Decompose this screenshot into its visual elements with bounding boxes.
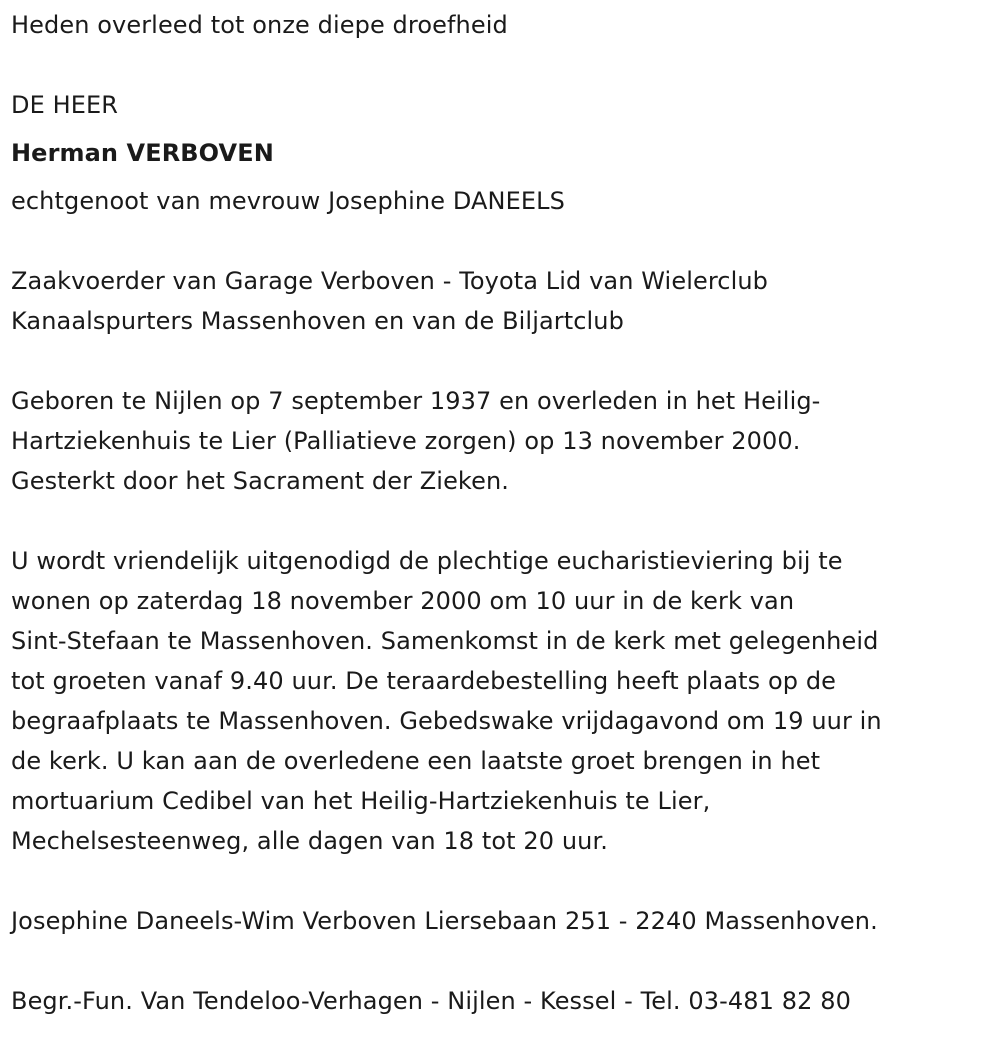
ceremony-line: de kerk. U kan aan de overledene een laatste groet brengen in het: [11, 747, 821, 775]
spouse-line: echtgenoot van mevrouw Josephine DANEELS: [11, 187, 565, 215]
ceremony-line: wonen op zaterdag 18 november 2000 om 10 uur in de kerk van: [11, 587, 795, 615]
deceased-name: Herman VERBOVEN: [11, 139, 274, 167]
ceremony-line: mortuarium Cedibel van het Heilig-Hartziekenhuis te Lier,: [11, 787, 711, 815]
occupation-line: Kanaalspurters Massenhoven en van de Biljartclub: [11, 307, 624, 335]
birth-death-line: Hartziekenhuis te Lier (Palliatieve zorgen) op 13 november 2000.: [11, 427, 801, 455]
title-prefix: DE HEER: [11, 91, 119, 119]
intro-line: Heden overleed tot onze diepe droefheid: [11, 11, 508, 39]
ceremony-line: begraafplaats te Massenhoven. Gebedswake vrijdagavond om 19 uur in: [11, 707, 882, 735]
ceremony-line: Sint-Stefaan te Massenhoven. Samenkomst in de kerk met gelegenheid: [11, 627, 879, 655]
birth-death-line: Gesterkt door het Sacrament der Zieken.: [11, 467, 509, 495]
ceremony-line: U wordt vriendelijk uitgenodigd de plechtige eucharistieviering bij te: [11, 547, 843, 575]
family-line: Josephine Daneels-Wim Verboven Liersebaan 251 - 2240 Massenhoven.: [11, 907, 878, 935]
occupation-line: Zaakvoerder van Garage Verboven - Toyota Lid van Wielerclub: [11, 267, 768, 295]
ceremony-line: Mechelsesteenweg, alle dagen van 18 tot 20 uur.: [11, 827, 608, 855]
birth-death-line: Geboren te Nijlen op 7 september 1937 en overleden in het Heilig-: [11, 387, 821, 415]
funeral-director-line: Begr.-Fun. Van Tendeloo-Verhagen - Nijlen - Kessel - Tel. 03-481 82 80: [11, 987, 851, 1015]
ceremony-line: tot groeten vanaf 9.40 uur. De teraardebestelling heeft plaats op de: [11, 667, 837, 695]
